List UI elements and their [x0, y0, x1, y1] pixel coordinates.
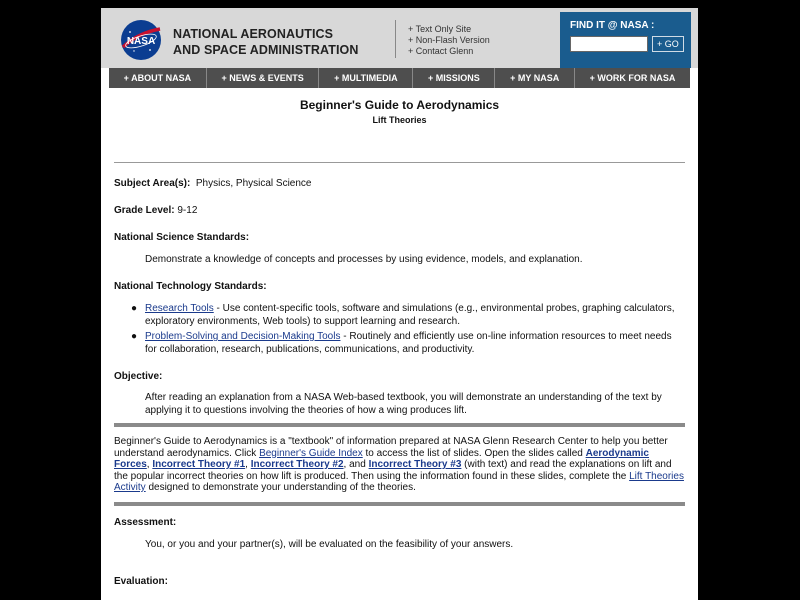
- page-subtitle: Lift Theories: [372, 115, 427, 125]
- grade-value: 9-12: [177, 205, 198, 216]
- agency-line-1: NATIONAL AERONAUTICS: [173, 27, 334, 41]
- thick-divider: [114, 502, 685, 506]
- nav-multimedia[interactable]: + MULTIMEDIA: [319, 68, 413, 88]
- search-input[interactable]: [570, 36, 648, 52]
- svg-text:NASA: NASA: [126, 36, 156, 47]
- intro-text: Beginner's Guide to Aerodynamics is a "textbook" of information prepared at NASA Glenn Research Center to help you better understand aerodynamics. Click: [114, 436, 668, 459]
- evaluation-label: Evaluation:: [114, 575, 168, 587]
- objective-text: After reading an explanation from a NASA Web-based textbook, you will demonstrate an understanding of the text by applying it to questions involving the theories of how a wing produces lift.: [145, 392, 662, 416]
- nasa-meatball-logo[interactable]: [120, 19, 162, 61]
- tech-standards-list: [114, 302, 685, 356]
- science-standards: [114, 231, 685, 266]
- tech-label: National Technology Standards:: [114, 281, 267, 292]
- page-title: Beginner's Guide to Aerodynamics: [299, 98, 500, 112]
- assessment-label: Assessment:: [114, 516, 177, 528]
- intro-text: (with text) and read the explanations on lift and the popular incorrect theories on how lift is produced. Then using the information found in these slides, complete the: [114, 459, 672, 482]
- page: [101, 8, 698, 600]
- research-tools-link[interactable]: Research Tools: [145, 303, 214, 314]
- guide-index-link[interactable]: Beginner's Guide Index: [259, 447, 363, 459]
- bullet-icon: ●: [131, 303, 138, 314]
- incorrect-theory-1-link[interactable]: Incorrect Theory #1: [152, 459, 246, 470]
- problem-solving-link[interactable]: Problem-Solving and Decision-Making Tools: [145, 331, 341, 342]
- aerodynamic-forces-link[interactable]: Aerodynamic Forces: [114, 447, 649, 470]
- divider: [114, 162, 685, 163]
- research-tools-text: - Use content-specific tools, software and simulations (e.g., environmental probes, graphing calculators, exploratory environments, Web tools) to support learning and research.: [145, 303, 675, 327]
- nav-about-nasa[interactable]: + ABOUT NASA: [109, 68, 207, 88]
- list-item: [131, 330, 685, 356]
- science-text: Demonstrate a knowledge of concepts and processes by using evidence, models, and explanation.: [145, 254, 583, 265]
- objective: [114, 370, 685, 417]
- objective-label: Objective:: [114, 371, 163, 382]
- assessment: [114, 516, 685, 551]
- agency-name[interactable]: [173, 26, 359, 58]
- quick-links: [408, 24, 490, 57]
- main-nav: [109, 68, 690, 88]
- intro-paragraph: [114, 436, 685, 494]
- intro-text: designed to demonstrate your understanding of the theories.: [145, 482, 416, 493]
- intro-text: ,: [146, 459, 153, 470]
- non-flash-link[interactable]: + Non-Flash Version: [408, 35, 490, 46]
- nav-my-nasa[interactable]: + MY NASA: [495, 68, 574, 88]
- intro-text: , and: [343, 459, 369, 470]
- text-only-link[interactable]: + Text Only Site: [408, 24, 490, 35]
- search-go-button[interactable]: + GO: [652, 36, 684, 52]
- incorrect-theory-2-link[interactable]: Incorrect Theory #2: [250, 459, 344, 470]
- site-header: [101, 8, 698, 68]
- incorrect-theory-3-link[interactable]: Incorrect Theory #3: [368, 459, 462, 470]
- nav-news-events[interactable]: + NEWS & EVENTS: [207, 68, 320, 88]
- intro-text: to access the list of slides. Open the slides called: [362, 447, 586, 459]
- subject-area: [114, 177, 685, 190]
- science-label: National Science Standards:: [114, 232, 250, 243]
- subject-value: Physics, Physical Science: [195, 178, 312, 189]
- problem-solving-text: - Routinely and efficiently use on-line information resources to meet needs for collaboration, research, publications, communications, and productivity.: [145, 331, 672, 355]
- bullet-icon: ●: [131, 331, 138, 342]
- grade-level: [114, 204, 685, 217]
- intro-text: ,: [245, 459, 251, 470]
- subject-label: Subject Area(s):: [114, 178, 191, 189]
- technology-standards: [114, 280, 685, 356]
- nav-work-for-nasa[interactable]: + WORK FOR NASA: [575, 68, 690, 88]
- grade-label: Grade Level:: [114, 205, 175, 216]
- nav-missions[interactable]: + MISSIONS: [413, 68, 495, 88]
- search-box: [560, 12, 691, 68]
- thick-divider: [114, 423, 685, 427]
- search-title: FIND IT @ NASA :: [570, 20, 655, 31]
- header-divider: [395, 20, 396, 58]
- lift-theories-activity-link[interactable]: Lift Theories Activity: [114, 470, 684, 493]
- agency-line-2: AND SPACE ADMINISTRATION: [173, 43, 359, 57]
- assessment-text: You, or you and your partner(s), will be evaluated on the feasibility of your answers.: [145, 538, 514, 550]
- list-item: [131, 302, 685, 328]
- contact-glenn-link[interactable]: + Contact Glenn: [408, 46, 490, 57]
- evaluation: [114, 575, 685, 588]
- main-content: [101, 99, 698, 588]
